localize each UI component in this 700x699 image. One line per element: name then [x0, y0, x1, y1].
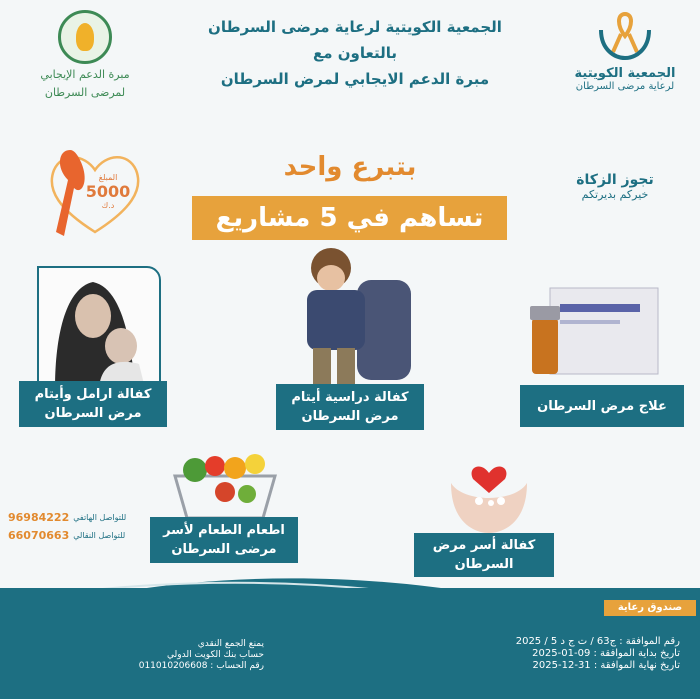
- project-widows-orphans: كفالة ارامل وأيتام مرض السرطان: [19, 381, 167, 427]
- fund-badge: صندوق رعاية: [604, 600, 696, 616]
- project-cancer-treatment: علاج مرض السرطان: [520, 385, 684, 427]
- project-feeding-families: اطعام الطعام لأسر مرضى السرطان: [150, 517, 298, 563]
- zakat-line-2: خيركم بديرتكم: [581, 188, 649, 201]
- ribbon-hands-icon: [595, 10, 655, 62]
- logo-right-line-2: لرعاية مرضى السرطان: [575, 81, 675, 92]
- food-basket-photo: [165, 440, 285, 520]
- approval-end: تاريخ نهاية الموافقة : 31-12-2025: [532, 660, 680, 671]
- project-family-sponsorship: كفالة أسر مرض السرطان: [414, 533, 554, 577]
- header-text: [190, 14, 520, 92]
- contact-mobile-number: 66070663: [8, 528, 70, 542]
- medicine-photo: [520, 278, 660, 378]
- logo-right-line-1: الجمعية الكويتية: [574, 66, 676, 81]
- widow-orphan-photo: [37, 266, 161, 386]
- headline-one-donation: بتبرع واحد: [283, 152, 417, 182]
- zakat-line-1: تجوز الزكاة: [576, 172, 654, 188]
- amount-value: 5000: [85, 182, 131, 201]
- family-hands-photo: [445, 443, 533, 535]
- contact-phone-row: [8, 508, 148, 526]
- donation-amount: [78, 173, 138, 210]
- header-line-3: مبرة الدعم الايجابي لمرض السرطان: [220, 70, 490, 88]
- logo-left-line-1: مبرة الدعم الإيجابي: [40, 68, 130, 81]
- logo-left-line-2: لمرضى السرطان: [44, 86, 126, 99]
- schoolboy-photo: [295, 244, 420, 386]
- zakat-note: [540, 172, 690, 201]
- contact-mobile-row: [8, 526, 148, 544]
- project-orphan-education: كفالة دراسية أيتام مرض السرطان: [276, 384, 424, 430]
- contact-phone-number: 96984222: [8, 510, 70, 524]
- charity-emblem-icon: [58, 10, 112, 64]
- bank-info: [114, 639, 264, 672]
- support-charity-logo: [20, 10, 150, 100]
- amount-label: المبلغ: [98, 173, 118, 182]
- contact-mobile-label: للتواصل النقالي: [73, 530, 126, 540]
- header-line-2: بالتعاون مع: [312, 44, 397, 62]
- bank-line-3: رقم الحساب : 011010206608: [138, 661, 264, 671]
- headline-five-projects: تساهم في 5 مشاريع: [192, 196, 507, 240]
- approval-start: تاريخ بداية الموافقة : 09-01-2025: [532, 648, 680, 659]
- header-line-1: الجمعية الكويتية لرعاية مرضى السرطان: [208, 18, 502, 36]
- bank-line-2: حساب بنك الكويت الدولي: [167, 650, 264, 660]
- contact-phone-label: للتواصل الهاتفي: [73, 512, 127, 522]
- approval-number: رقم الموافقة : ج63 / ت ج د 5 / 2025: [515, 636, 680, 647]
- contact-info: [8, 508, 148, 544]
- kuwait-society-logo: [565, 10, 685, 92]
- amount-currency: د.ك: [101, 201, 115, 210]
- approval-info: [470, 636, 680, 672]
- bank-line-1: يمنع الجمع النقدي: [197, 639, 264, 649]
